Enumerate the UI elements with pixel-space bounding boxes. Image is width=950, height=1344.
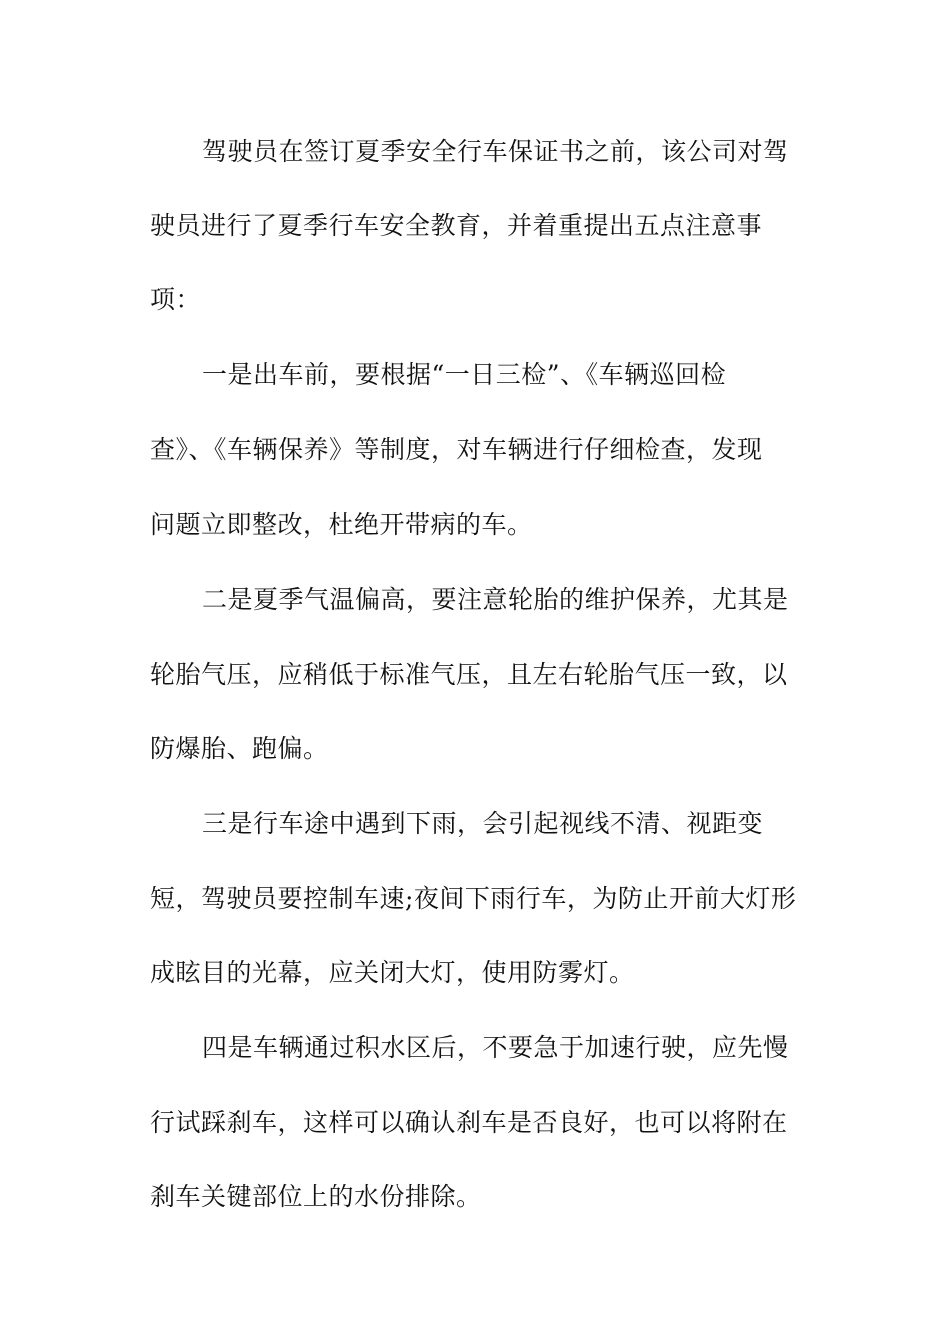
text-line: 问题立即整改，杜绝开带病的车。 (150, 510, 533, 539)
text-line: 一是出车前，要根据“一日三检”、《车辆巡回检 (202, 360, 727, 389)
text-line: 刹车关键部位上的水份排除。 (150, 1182, 482, 1211)
text-line: 驾驶员在签订夏季安全行车保证书之前，该公司对驾 (202, 137, 789, 166)
text-line: 项： (150, 285, 202, 314)
text-line: 行试踩刹车，这样可以确认刹车是否良好，也可以将附在 (150, 1108, 788, 1137)
text-line: 防爆胎、跑偏。 (150, 734, 329, 763)
text-line: 短，驾驶员要控制车速;夜间下雨行车，为防止开前大灯形 (150, 884, 797, 913)
text-line: 轮胎气压，应稍低于标准气压，且左右轮胎气压一致，以 (150, 660, 788, 689)
text-line: 二是夏季气温偏高，要注意轮胎的维护保养，尤其是 (202, 585, 789, 614)
text-line: 成眩目的光幕，应关闭大灯，使用防雾灯。 (150, 958, 635, 987)
text-line: 查》、《车辆保养》等制度，对车辆进行仔细检查，发现 (150, 435, 763, 464)
text-line: 三是行车途中遇到下雨，会引起视线不清、视距变 (202, 809, 764, 838)
text-line: 四是车辆通过积水区后，不要急于加速行驶，应先慢 (202, 1033, 789, 1062)
text-line: 驶员进行了夏季行车安全教育，并着重提出五点注意事 (150, 211, 763, 240)
